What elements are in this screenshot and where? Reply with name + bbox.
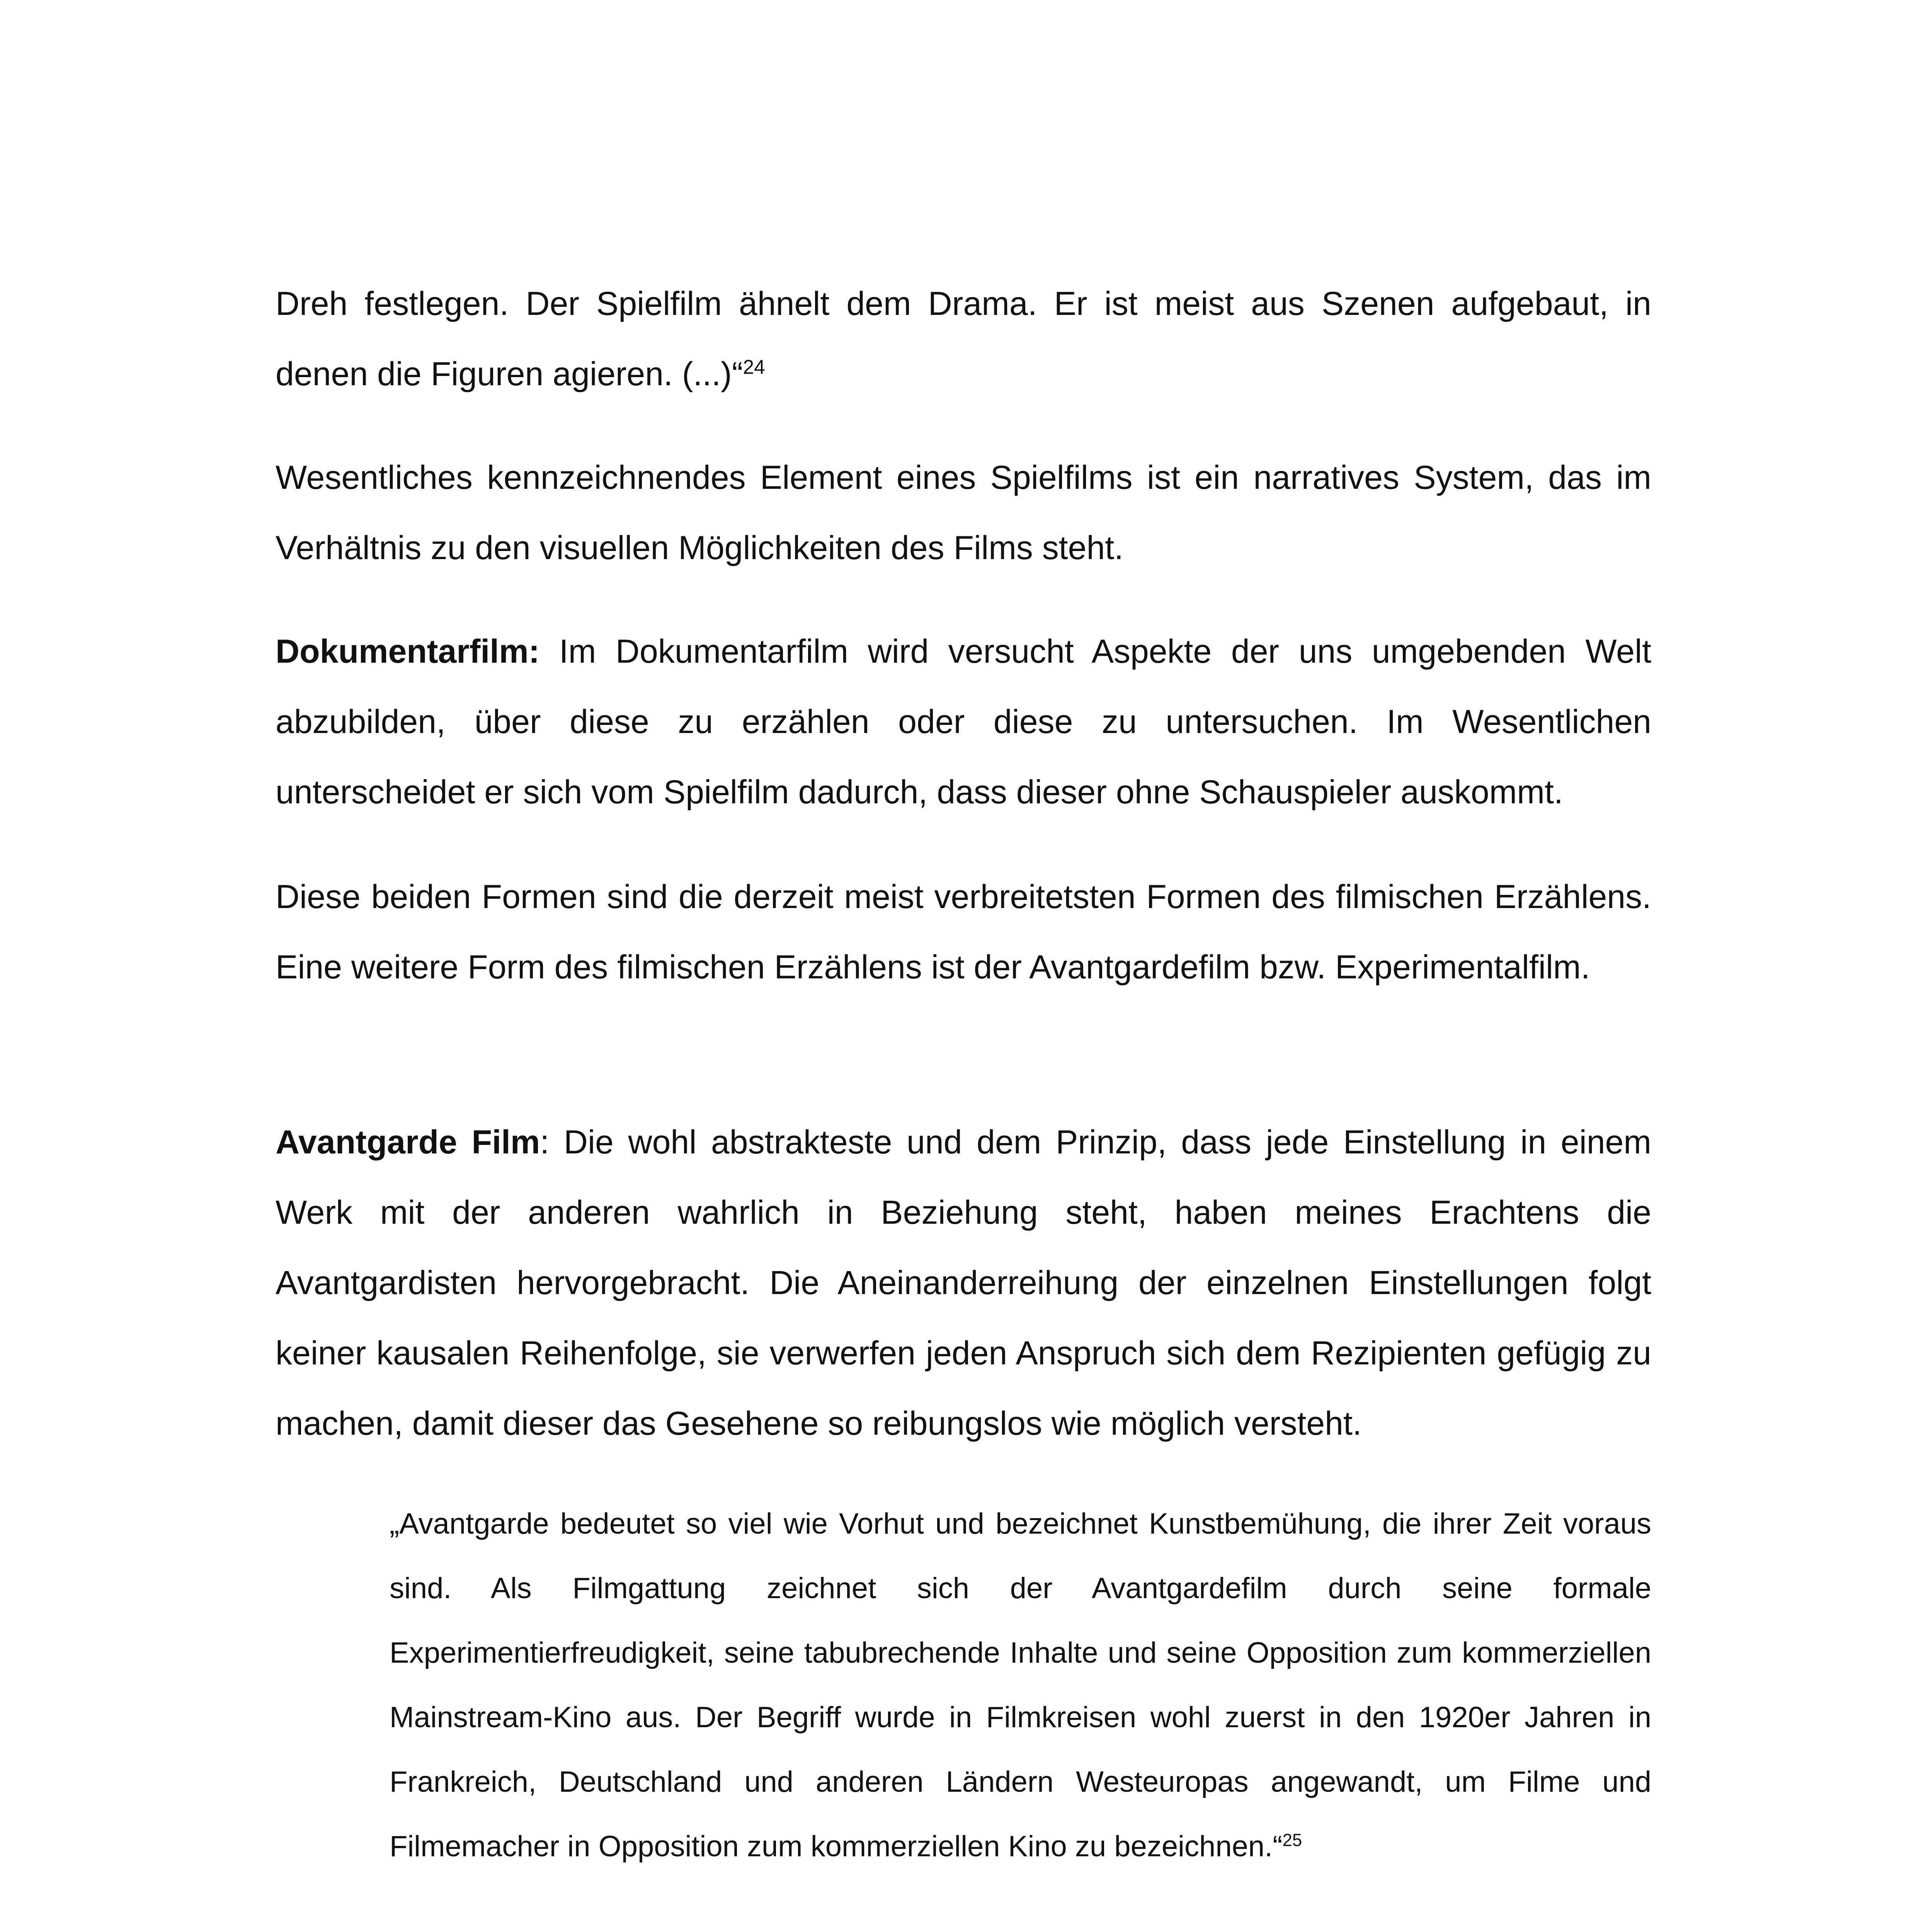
block-quote [390,1492,1651,1879]
paragraph-text: Diese beiden Formen sind die derzeit meist verbreitetsten Formen des filmischen Erzählens. Eine weitere Form des filmischen Erzählens ist der Avantgardefilm bzw. Experimentalfilm. [276,878,1651,986]
footnote-reference: 25 [1282,1830,1302,1850]
paragraph-spielfilm-quote-end [276,269,1651,409]
term-label: Avantgarde Film [276,1124,540,1161]
term-label: Dokumentarfilm: [276,633,540,670]
paragraph-dokumentarfilm [276,616,1651,827]
paragraph-text: Im Dokumentarfilm wird versucht Aspekte der uns umgebenden Welt abzubilden, über diese zu erzählen oder diese zu untersuchen. Im Wesentlichen unterscheidet er sich vom Spielfilm dadurch, dass dieser ohne Schauspieler auskommt. [276,633,1651,811]
paragraph-narrative-system [276,442,1651,583]
quote-text: „Avantgarde bedeutet so viel wie Vorhut und bezeichnet Kunstbemühung, die ihrer Zeit voraus sind. Als Filmgattung zeichnet sich der Avantgardefilm durch seine formale Experimentierfreudigkeit, seine tabubrechende Inhalte und seine Opposition zum kommerziellen Mainstream-Kino aus. Der Begriff wurde in Filmkreisen wohl zuerst in den 1920er Jahren in Frankreich, Deutschland und anderen Ländern Westeuropas angewandt, um Filme und Filmemacher in Opposition zum kommerziellen Kino zu bezeichnen.“ [390,1507,1651,1863]
paragraph-text: Dreh festlegen. Der Spielfilm ähnelt dem Drama. Er ist meist aus Szenen aufgebaut, in denen die Figuren agieren. (...)“ [276,285,1651,393]
footnote-reference: 24 [743,355,765,378]
paragraph-text: Wesentliches kennzeichnendes Element eines Spielfilms ist ein narratives System, das im Verhältnis zu den visuellen Möglichkeiten des Films steht. [276,459,1651,566]
paragraph-avantgarde-film [276,1107,1651,1459]
paragraph-text: : Die wohl abstrakteste und dem Prinzip, dass jede Einstellung in einem Werk mit der anderen wahrlich in Beziehung steht, haben meines Erachtens die Avantgardisten hervorgebracht. Die Aneinanderreihung der einzelnen Einstellungen folgt keiner kausalen Reihenfolge, sie verwerfen jeden Anspruch sich dem Rezipienten gefügig zu machen, damit dieser das Gesehene so reibungslos wie möglich versteht. [276,1124,1651,1442]
paragraph-forms [276,862,1651,1002]
